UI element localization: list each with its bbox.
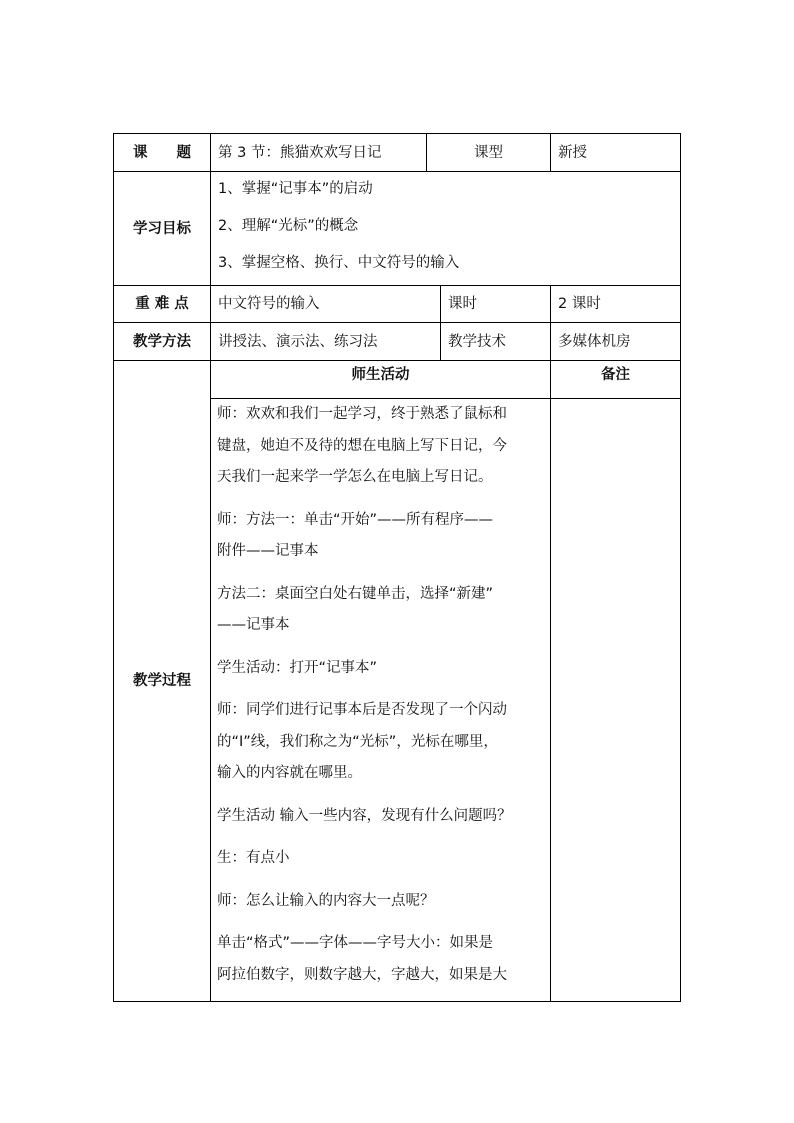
text-line: 师：欢欢和我们一起学习，终于熟悉了鼠标和 [217,406,507,422]
text-line: 阿拉伯数字，则数字越大，字越大，如果是大 [217,966,507,983]
difficulty-label: 重 难 点 [114,286,211,323]
goal-item: 3、掌握空格、换行、中文符号的输入 [218,255,460,271]
text-line: 附件——记事本 [217,543,319,559]
tech-value: 多媒体机房 [551,323,681,361]
topic-label: 课 题 [114,134,211,172]
notes-content [551,399,681,1002]
row-topic [114,134,681,172]
paragraph [217,505,544,568]
method-label: 教学方法 [114,323,211,361]
topic-value: 第 3 节：熊猫欢欢写日记 [211,134,427,172]
text-line: 方法二：桌面空白处右键单击，选择“新建” [217,585,494,602]
class-hours-label: 课时 [441,286,551,323]
row-goals [114,172,681,286]
paragraph [217,695,544,790]
text-line: 学生活动：打开“记事本” [217,659,378,676]
text-line: 的“I”线，我们称之为“光标”，光标在哪里， [217,733,498,750]
text-line: 输入的内容就在哪里。 [217,765,362,781]
notes-header: 备注 [551,361,681,399]
text-line: 天我们一起来学一学怎么在电脑上写日记。 [217,469,493,485]
class-hours-value: 2 课时 [551,286,681,323]
paragraph [217,399,544,494]
goals-label: 学习目标 [114,172,211,286]
text-line: 学生活动 输入一些内容，发现有什么问题吗？ [217,807,512,824]
goal-item: 1、掌握“记事本”的启动 [218,181,373,197]
row-difficulty [114,286,681,323]
text-line: 生：有点小 [217,850,290,866]
goal-item: 2、理解“光标”的概念 [218,218,359,234]
process-label: 教学过程 [114,361,211,1002]
text-line: 师：同学们进行记事本后是否发现了一个闪动 [217,702,507,718]
paragraph [217,886,544,918]
paragraph [217,579,544,642]
tech-label: 教学技术 [441,323,551,361]
difficulty-value: 中文符号的输入 [211,286,441,323]
text-line: 单击“格式”——字体——字号大小：如果是 [217,935,494,951]
paragraph [217,653,544,685]
lesson-plan-table [113,133,681,1002]
method-value: 讲授法、演示法、练习法 [211,323,441,361]
paragraph [217,928,544,991]
row-process-header [114,361,681,399]
activity-content [211,399,551,1002]
paragraph [217,843,544,875]
text-line: 师：方法一：单击“开始”——所有程序—— [217,511,494,528]
lesson-type-label: 课型 [427,134,551,172]
row-method [114,323,681,361]
text-line: 师：怎么让输入的内容大一点呢？ [217,892,435,909]
goals-list [211,172,681,286]
paragraph [217,801,544,833]
text-line: ——记事本 [217,617,290,633]
activity-header: 师生活动 [211,361,551,399]
lesson-type-value: 新授 [551,134,681,172]
text-line: 键盘，她迫不及待的想在电脑上写下日记，今 [217,437,507,454]
